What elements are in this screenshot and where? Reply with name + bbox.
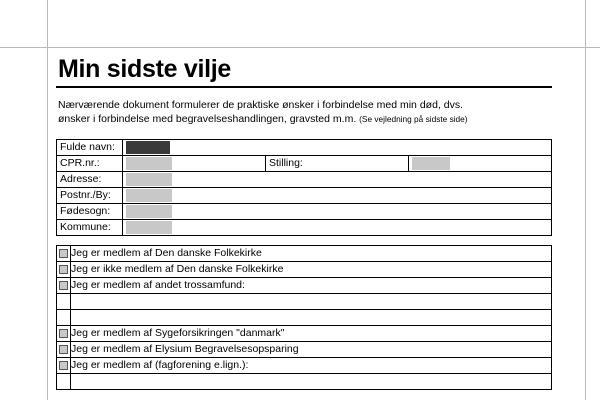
checkbox-icon[interactable] [59,329,68,338]
checkbox-row-fagforening[interactable] [57,357,552,373]
input-andet-trossamfund[interactable] [71,293,552,309]
title-divider [56,86,552,88]
label-cpr: CPR.nr.: [57,155,123,171]
section-spacer [57,309,552,325]
table-row-blank-fagforening[interactable] [57,373,552,389]
checkbox-row-elysium[interactable] [57,341,552,357]
checkbox-row-sygeforsikring[interactable] [57,325,552,341]
checkbox-label-andet-trossamfund: Jeg er medlem af andet trossamfund: [71,277,552,293]
postnr-by-fill [126,189,172,202]
page-guide-right [585,0,586,400]
intro-line-2: ønsker i forbindelse med begravelseshandlingen, gravsted m.m. [58,113,357,126]
table-row-fodesogn [57,203,552,219]
checkbox-label-sygeforsikring: Jeg er medlem af Sygeforsikringen "danmark" [71,325,552,341]
table-row-blank-trossamfund[interactable] [57,293,552,309]
table-row-cpr [57,155,552,171]
checkbox-folkekirke-nonmember[interactable] [57,261,71,277]
cpr-fill [126,157,172,170]
kommune-fill [126,221,172,234]
personal-details-table [56,139,552,236]
checkbox-fagforening[interactable] [57,357,71,373]
label-postnr-by: Postnr./By: [57,187,123,203]
checkbox-row-folkekirke-nonmember[interactable] [57,261,552,277]
checkbox-row-andet-trossamfund[interactable] [57,277,552,293]
checkbox-icon[interactable] [59,265,68,274]
checkbox-row-folkekirke-member[interactable] [57,245,552,261]
checkbox-label-folkekirke-member: Jeg er medlem af Den danske Folkekirke [71,245,552,261]
fulde-navn-fill [126,141,170,154]
table-row-kommune [57,219,552,235]
checkbox-label-elysium: Jeg er medlem af Elysium Begravelsesopsparing [71,341,552,357]
label-fulde-navn: Fulde navn: [57,139,123,155]
table-row-adresse [57,171,552,187]
label-fodesogn: Fødesogn: [57,203,123,219]
intro-note: (Se vejledning på sidste side) [359,114,468,125]
input-stilling[interactable] [409,155,552,171]
page-title: Min sidste vilje [58,55,232,83]
table-row-postnr-by [57,187,552,203]
intro-line-1: Nærværende dokument formulerer de praktiske ønsker i forbindelse med min død, dvs. [58,99,463,111]
document-body [56,52,552,390]
checkbox-icon[interactable] [59,281,68,290]
checkbox-elysium[interactable] [57,341,71,357]
spacer-cell-left [57,309,71,325]
checkbox-label-folkekirke-nonmember: Jeg er ikke medlem af Den danske Folkekirke [71,261,552,277]
input-postnr-by[interactable] [123,187,552,203]
blank-boxcell-2 [57,373,71,389]
blank-boxcell [57,293,71,309]
fodesogn-fill [126,205,172,218]
checkbox-label-fagforening: Jeg er medlem af (fagforening e.lign.): [71,357,552,373]
input-fagforening[interactable] [71,373,552,389]
page-guide-left [47,0,48,400]
page-guide-top [0,47,600,48]
table-row-fulde-navn [57,139,552,155]
input-adresse[interactable] [123,171,552,187]
input-fulde-navn[interactable] [123,139,552,155]
stilling-fill [412,157,450,170]
checkbox-icon[interactable] [59,249,68,258]
checkbox-icon[interactable] [59,345,68,354]
adresse-fill [126,173,172,186]
intro-paragraph [56,98,552,127]
label-stilling: Stilling: [266,155,409,171]
label-kommune: Kommune: [57,219,123,235]
checkbox-icon[interactable] [59,361,68,370]
checkbox-andet-trossamfund[interactable] [57,277,71,293]
input-kommune[interactable] [123,219,552,235]
input-fodesogn[interactable] [123,203,552,219]
label-adresse: Adresse: [57,171,123,187]
spacer-cell-right [71,309,552,325]
checkbox-sygeforsikring[interactable] [57,325,71,341]
input-cpr[interactable] [123,155,266,171]
checkbox-folkekirke-member[interactable] [57,245,71,261]
membership-checkbox-table [56,245,552,390]
